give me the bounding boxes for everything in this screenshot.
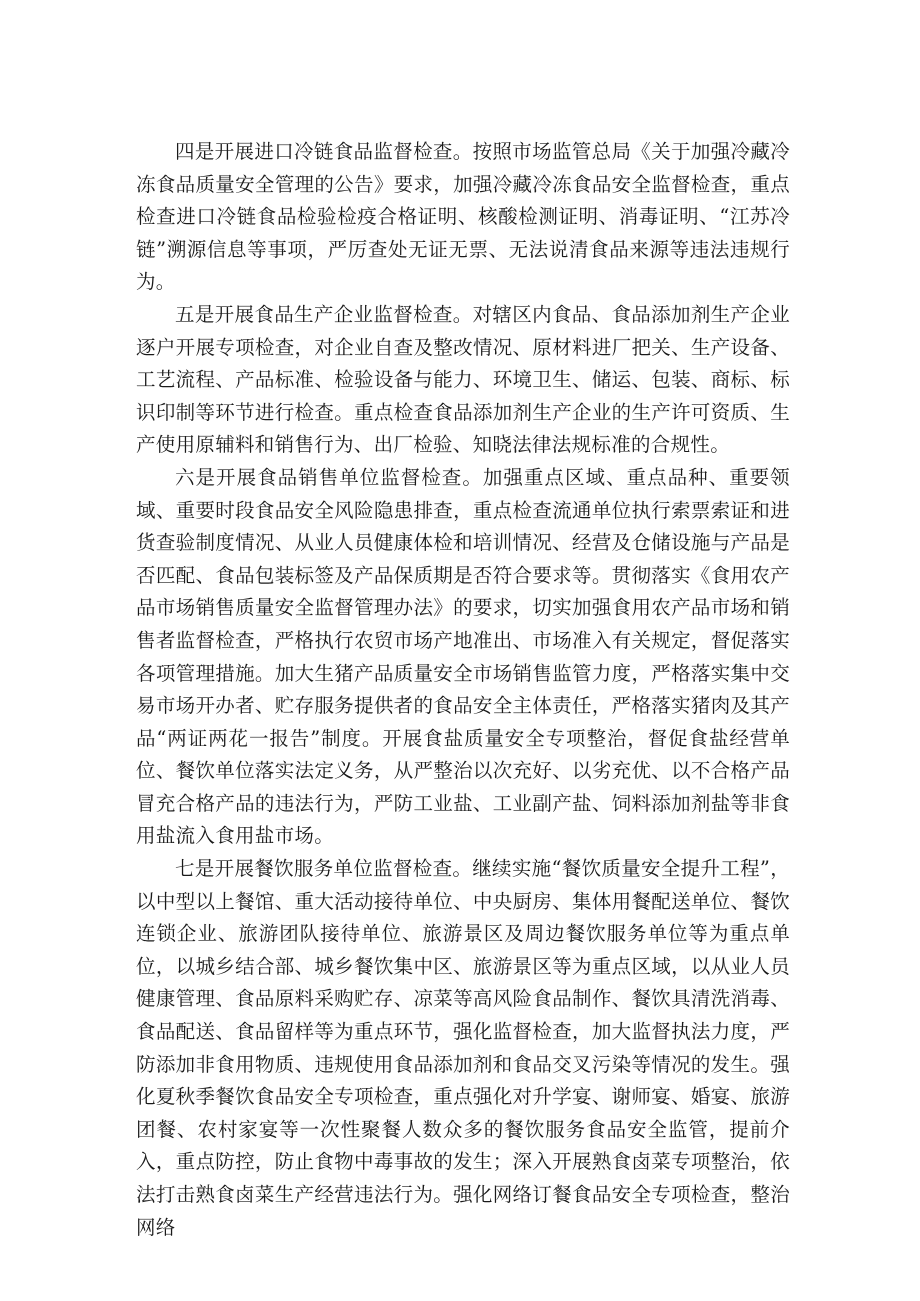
paragraph-6-food-sales-inspection: 六是开展食品销售单位监督检查。加强重点区域、重点品种、重要领域、重要时段食品安全风险隐患排查，重点检查流通单位执行索票索证和进货查验制度情况、从业人员健康体检和培训情况、经营及仓储设施与产品是否匹配、食品包装标签及产品保质期是否符合要求等。贯彻落实《食用农产品市场销售质量安全监督管理办法》的要求，切实加强食用农产品市场和销售者监督检查，严格执行农贸市场产地准出、市场准入有关规定，督促落实各项管理措施。加大生猪产品质量安全市场销售监管力度，严格落实集中交易市场开办者、贮存服务提供者的食品安全主体责任，严格落实猪肉及其产品“两证两花一报告”制度。开展食盐质量安全专项整治，督促食盐经营单位、餐饮单位落实法定义务，从严整治以次充好、以劣充优、以不合格产品冒充合格产品的违法行为，严防工业盐、工业副产盐、饲料添加剂盐等非食用盐流入食用盐市场。 bbox=[136, 465, 790, 848]
paragraph-4-cold-chain-inspection: 四是开展进口冷链食品监督检查。按照市场监管总局《关于加强冷藏冷冻食品质量安全管理的公告》要求，加强冷藏冷冻食品安全监督检查，重点检查进口冷链食品检验检疫合格证明、核酸检测证明、消毒证明、“江苏冷链”溯源信息等事项，严厉查处无证无票、无法说清食品来源等违法违规行为。 bbox=[136, 140, 790, 294]
document-body bbox=[136, 136, 790, 1244]
paragraph-5-food-production-inspection: 五是开展食品生产企业监督检查。对辖区内食品、食品添加剂生产企业逐户开展专项检查，对企业自查及整改情况、原材料进厂把关、生产设备、工艺流程、产品标准、检验设备与能力、环境卫生、储运、包装、商标、标识印制等环节进行检查。重点检查食品添加剂生产企业的生产许可资质、生产使用原辅料和销售行为、出厂检验、知晓法律法规标准的合规性。 bbox=[136, 302, 790, 457]
paragraph-7-catering-inspection: 七是开展餐饮服务单位监督检查。继续实施“餐饮质量安全提升工程”，以中型以上餐馆、重大活动接待单位、中央厨房、集体用餐配送单位、餐饮连锁企业、旅游团队接待单位、旅游景区及周边餐饮服务单位等为重点单位，以城乡结合部、城乡餐饮集中区、旅游景区等为重点区域，以从业人员健康管理、食品原料采购贮存、凉菜等高风险食品制作、餐饮具清洗消毒、食品配送、食品留样等为重点环节，强化监督检查，加大监督执法力度，严防添加非食用物质、违规使用食品添加剂和食品交叉污染等情况的发生。强化夏秋季餐饮食品安全专项检查，重点强化对升学宴、谢师宴、婚宴、旅游团餐、农村家宴等一次性聚餐人数众多的餐饮服务食品安全监管，提前介入，重点防控，防止食物中毒事故的发生；深入开展熟食卤菜专项整治，依法打击熟食卤菜生产经营违法行为。强化网络订餐食品安全专项检查，整治网络 bbox=[136, 857, 790, 1239]
